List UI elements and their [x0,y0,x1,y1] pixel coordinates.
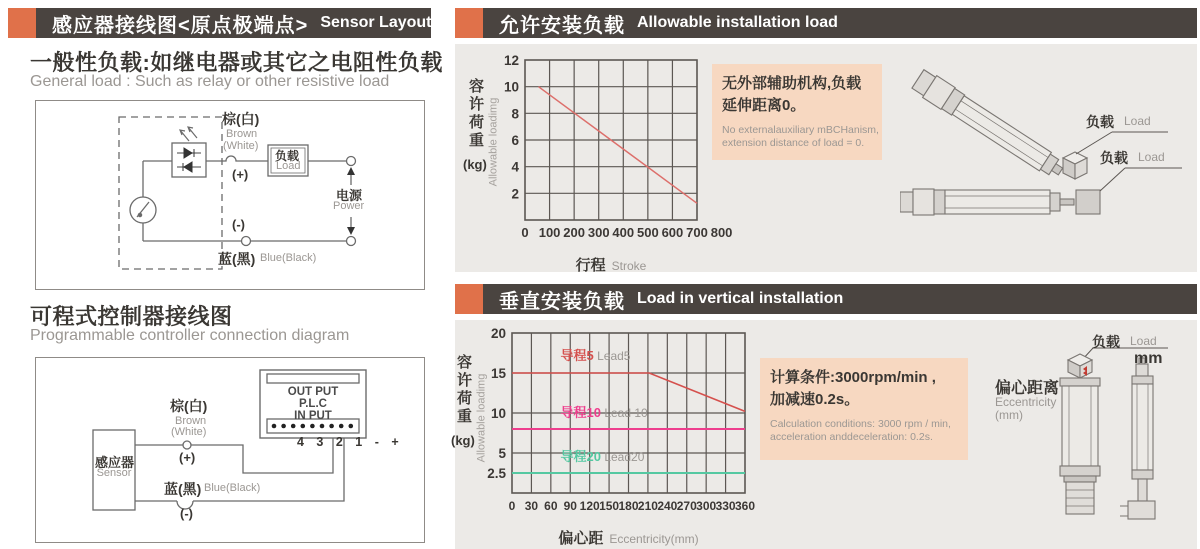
vertical-load-header [455,284,1197,314]
note-zh-line1: 无外部辅助机构,负载 [722,75,862,92]
chart1-xlabel-en: Stroke [611,259,647,273]
svg-text:5: 5 [498,446,506,461]
brown-wire-label-zh: 棕(白) [222,111,260,127]
load-box-label-en: Load [276,160,301,172]
note-zh-line1: 计算条件:3000rpm/min , [770,369,936,386]
power-label-en: Power [333,200,365,212]
chart1-x-axis-label [525,254,697,275]
minus-terminal-label: (-) [232,217,245,232]
svg-text:330: 330 [715,499,736,513]
minus-terminal-label: (-) [180,506,193,521]
orange-accent-square [455,284,483,314]
svg-text:500: 500 [637,225,659,240]
sensor-box-label-zh: 感应器 [95,455,135,470]
allowable-load-header [455,8,1197,38]
svg-text:60: 60 [544,499,558,513]
svg-text:240: 240 [657,499,678,513]
svg-text:20: 20 [490,326,506,341]
plc-output-label: OUT PUT [287,386,339,398]
horizontal-actuator-illustration [900,48,1197,270]
svg-text:300: 300 [587,225,610,240]
note-zh-line2: 延伸距离0。 [722,96,806,114]
svg-text:200: 200 [563,225,585,240]
sensor-layout-title-zh: 感应器接线图<原点极端点> [52,14,309,37]
chart1-xlabel-zh: 行程 [575,257,606,274]
load-label-1-zh: 负载 [1086,114,1114,130]
brown-wire-label-en1: Brown [175,415,207,427]
plc-title-en: Programmable controller connection diagram [30,327,350,344]
svg-text:100: 100 [538,225,561,240]
note-en-line2: extension distance of load = 0. [722,137,865,150]
chart1-y-axis-label [463,78,509,187]
note-zh-line2: 加减速0.2s。 [770,390,860,408]
svg-text:800: 800 [710,225,733,240]
svg-text:700: 700 [686,225,708,240]
svg-text:300: 300 [696,499,717,513]
vertical-load-title-zh: 垂直安装负载 [499,290,625,313]
sensor-layout-title-en: Sensor Layout [320,14,432,31]
blue-wire-label-zh: 蓝(黑) [164,481,202,497]
allowable-load-title-zh: 允许安装负载 [499,14,625,37]
brown-wire-label-en1: Brown [226,128,258,140]
svg-text:400: 400 [612,225,635,240]
brown-wire-label-en2: (White) [171,426,207,438]
vertical-load-panel [451,320,1197,549]
chart2-ylabel-zh: 容许荷重 [455,354,472,426]
brown-wire-label-zh: 棕(白) [170,398,208,414]
svg-text:360: 360 [734,499,756,513]
svg-text:0: 0 [508,499,516,513]
chart1-ylabel-unit: (kg) [463,157,487,172]
svg-text:270: 270 [676,499,697,513]
plc-circuit-diagram [35,357,425,543]
brown-wire-label-en2: (White) [223,140,259,152]
chart1-ylabel-en: Allowable loadimg [487,97,500,187]
mm-label: mm [1134,350,1163,367]
svg-text:12: 12 [503,53,519,68]
blue-wire-label-en: Blue(Black) [204,482,261,494]
chart2-x-axis-label [512,527,745,548]
calculation-conditions-note [760,358,968,460]
blue-wire-label-zh: 蓝(黑) [218,251,256,267]
allowable-load-title-en: Allowable installation load [637,14,838,31]
plc-name-label: P.L.C [299,398,327,410]
note-en-line1: No externalauxiliary mBCHanism, [722,123,879,136]
svg-text:4: 4 [511,159,519,175]
eccentricity-label-zh: 偏心距离 [995,380,1060,397]
load-label-2-zh: 负载 [1100,150,1128,166]
vertical-actuator-art [990,330,1197,549]
orange-accent-square [455,8,483,38]
allowable-load-chart [503,53,733,240]
vertical-load-chart [487,326,756,513]
svg-text:210: 210 [637,499,658,513]
load-label-2-en: Load [1138,150,1165,164]
svg-text:30: 30 [524,499,539,513]
sensor-layout-header [8,8,431,38]
chart1-ylabel-zh: 容许荷重 [467,78,484,150]
load-label-en: Load [1130,334,1157,348]
svg-text:8: 8 [511,106,519,122]
svg-text:90: 90 [563,499,577,513]
svg-text:6: 6 [511,133,519,148]
orange-accent-square [8,8,36,38]
sensor-box-label-en: Sensor [96,467,132,479]
svg-text:导程5 Lead5: 导程5 Lead5 [560,348,631,364]
eccentricity-label-en: Eccentricity [995,395,1057,409]
load-box-label-zh: 负载 [275,149,300,163]
general-load-circuit-diagram [35,100,425,290]
svg-text:2: 2 [511,186,519,202]
svg-text:导程10 Lead 10: 导程10 Lead 10 [560,405,648,420]
svg-text:2.5: 2.5 [487,466,506,481]
plc-terminal-numbers: 4 3 2 1 - + [297,435,404,449]
note-en-line1: Calculation conditions: 3000 rpm / min, [770,417,951,430]
general-load-title-en: General load : Such as relay or other resistive load [30,73,390,90]
load-label-zh: 负载 [1092,334,1120,350]
chart2-xlabel-en: Eccentricity(mm) [609,532,699,546]
allowable-load-panel [455,44,1197,272]
svg-text:10: 10 [490,406,506,421]
vertical-actuator-illustration [990,330,1197,549]
svg-text:150: 150 [599,499,620,513]
load-label-1-en: Load [1124,114,1151,128]
power-label-zh: 电源 [336,188,363,203]
blue-wire-label-en: Blue(Black) [260,252,317,264]
svg-text:10: 10 [503,79,519,95]
chart2-ylabel-en: Allowable loadimg [475,373,488,463]
plc-title-zh: 可程式控制器接线图 [30,304,233,329]
svg-text:0: 0 [521,225,529,240]
plc-input-label: IN PUT [294,410,332,422]
chart2-xlabel-zh: 偏心距 [558,530,604,547]
chart2-ylabel-unit: (kg) [451,433,475,448]
vertical-load-title-en: Load in vertical installation [637,290,844,307]
plus-terminal-label: (+) [179,450,196,465]
svg-text:180: 180 [618,499,639,513]
svg-text:600: 600 [661,225,684,240]
no-auxiliary-note [712,64,882,160]
note-en-line2: acceleration anddeceleration: 0.2s. [770,431,933,444]
plus-terminal-label: (+) [232,167,249,182]
svg-text:15: 15 [490,366,506,381]
eccentricity-unit-label: (mm) [995,408,1023,422]
svg-text:120: 120 [579,499,600,513]
svg-text:导程20 Lead20: 导程20 Lead20 [560,449,645,464]
general-load-title-zh: 一般性负载:如继电器或其它之电阻性负载 [30,50,443,75]
